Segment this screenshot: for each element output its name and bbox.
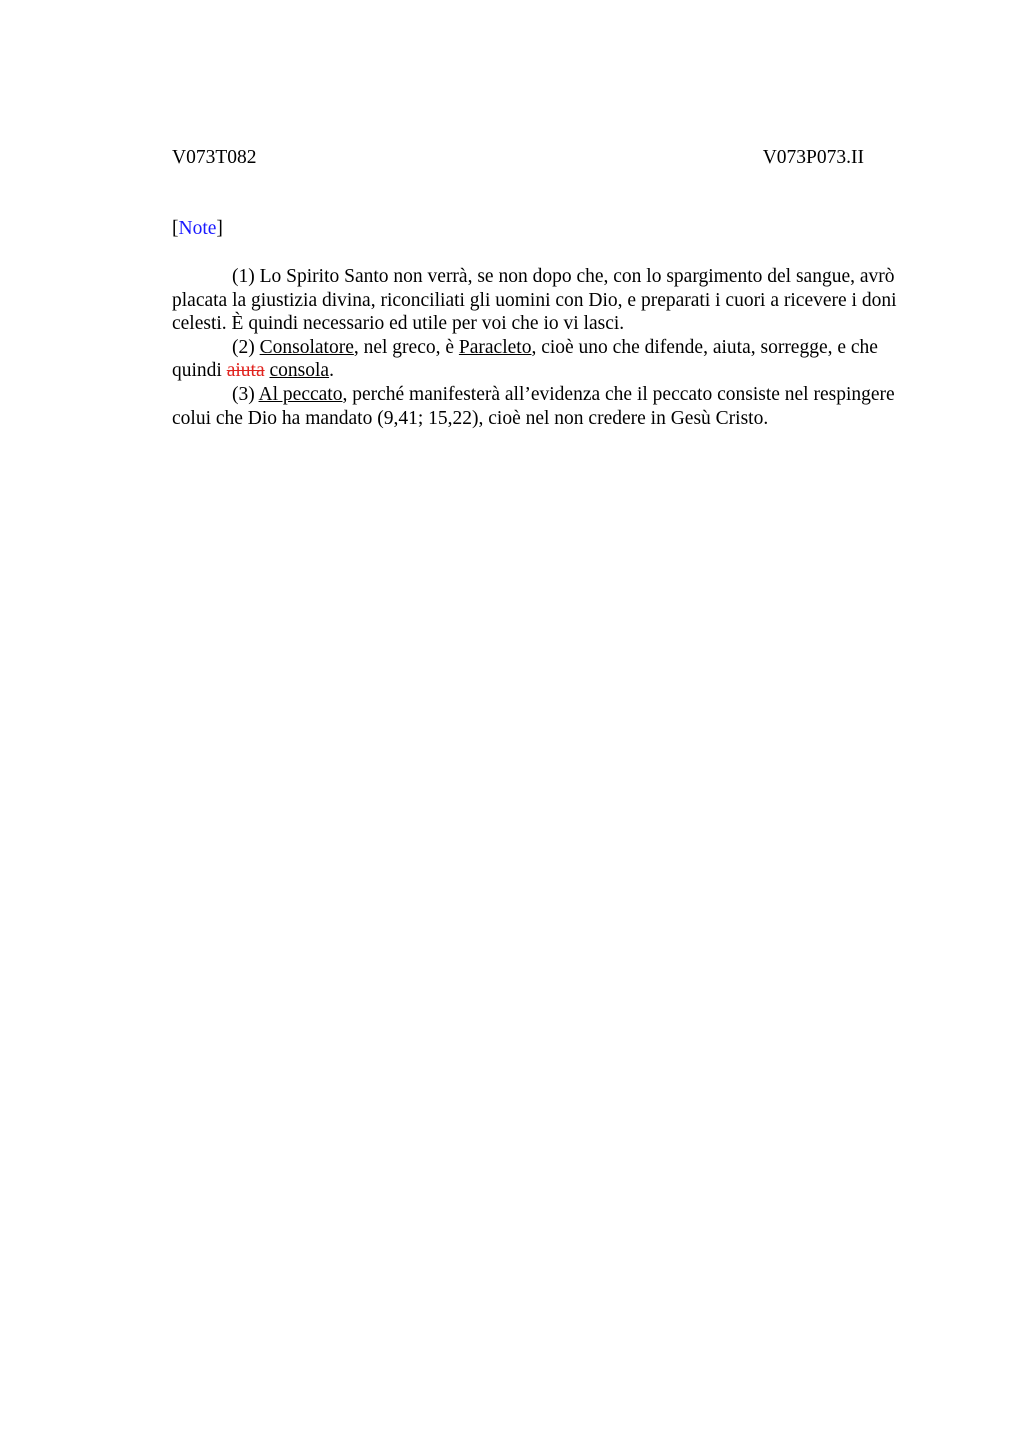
- note-3-term-al-peccato: Al peccato: [258, 383, 343, 405]
- note-3: [172, 383, 918, 430]
- note-2-term-paracleto: Paracleto: [458, 336, 532, 358]
- note-1-text: (1) Lo Spirito Santo non verrà, se non dopo che, con lo spargimento del sangue, avrò placata la giustizia divina, riconciliati gli uomini con Dio, e preparati i cuori a ricevere i doni celesti. È quindi necessario ed utile per voi che io vi lasci.: [172, 266, 897, 335]
- note-1: [172, 265, 918, 336]
- note-3-text: , perché manifesterà all’evidenza che il peccato consiste nel respingere colui che Dio ha mandato (9,41; 15,22), cioè nel non credere in Gesù Cristo.: [172, 383, 895, 429]
- notes-open-bracket: [: [172, 218, 179, 239]
- notes-heading: [172, 217, 223, 241]
- notes-link[interactable]: Note: [178, 218, 217, 239]
- note-2-text-b: , cioè uno che difende, aiuta, sorregge, e che quindi: [172, 336, 878, 382]
- note-2-marker: (2): [232, 336, 260, 358]
- notes-close-bracket: ]: [216, 218, 223, 239]
- note-3-marker: (3): [232, 383, 259, 405]
- document-code-right: V073P073.II: [762, 147, 864, 168]
- notes-list: [172, 265, 918, 430]
- document-code-left: V073T082: [172, 147, 257, 168]
- note-2-inserted-word: consola: [269, 360, 330, 382]
- note-2: [172, 336, 918, 383]
- note-2-deleted-word: aiuta: [226, 360, 265, 382]
- note-2-text-a: , nel greco, è: [353, 336, 459, 358]
- note-2-end: .: [329, 360, 334, 382]
- note-2-term-consolatore: Consolatore: [259, 336, 354, 358]
